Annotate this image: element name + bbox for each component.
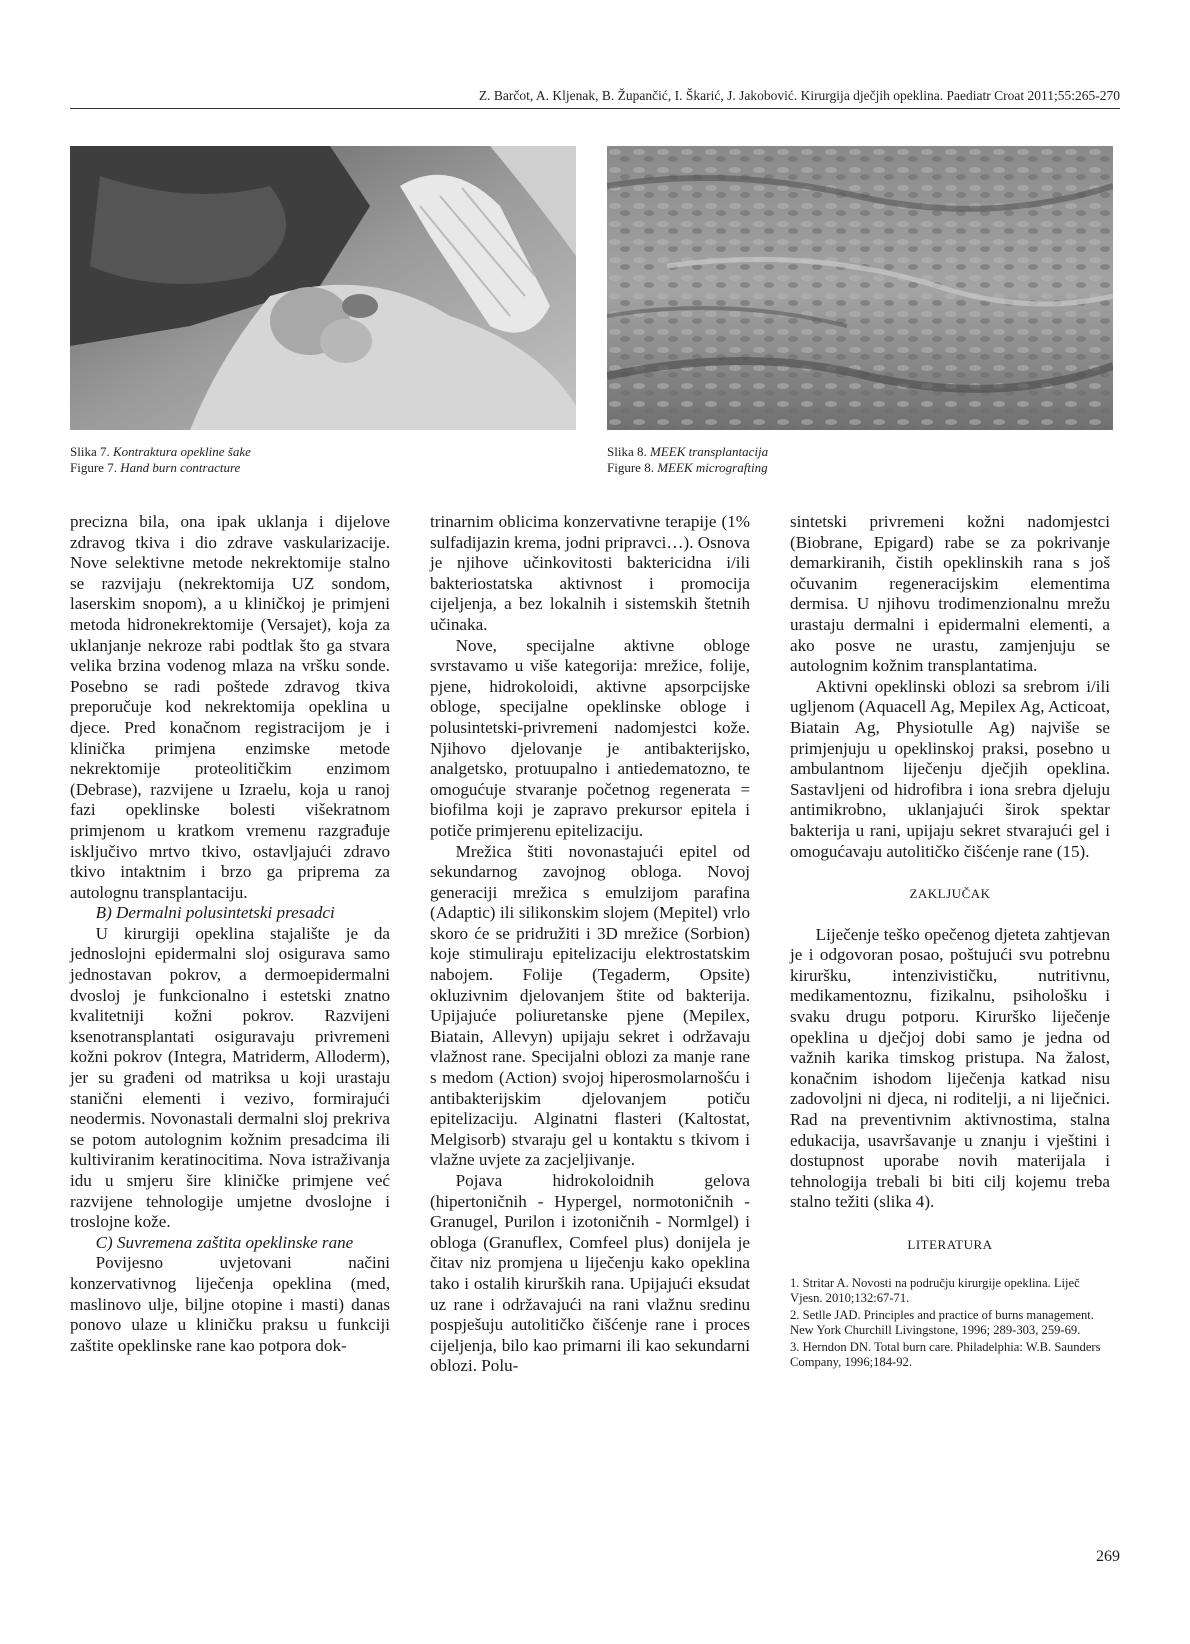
reference-item: 1. Stritar A. Novosti na području kirurgije opeklina. Liječ Vjesn. 2010;132:67-71. (790, 1275, 1080, 1306)
figure-7-label-hr: Slika 7. (70, 444, 113, 459)
paragraph: Aktivni opeklinski oblozi sa srebrom i/ili ugljenom (Aquacell Ag, Mepilex Ag, Acticoat, Biatain Ag, Physiotulle Ag) najviše se primjenjuju u opeklinskoj praksi, posebno u ambulantnom liječenju dječjih opeklina. Sastavljeni od hidrofibra i iona srebra djeluju antimikrobno, uklanjajući širok spektar bakterija u rani, upijaju sekret stvarajući gel i omogućavaju autolitičko čišćenje rane (15). (790, 676, 1110, 861)
paragraph: Liječenje teško opečenog djeteta zahtjevan je i odgovoran posao, poštujući svu potrebnu kiruršku, intenzivističku, nutritivnu, medikamentoznu, fizikalnu, psihološku i svaku drugu potporu. Kirurško liječenje opeklina u dječjoj dobi samo je jedna od važnih karika timskog pristupa. Na žalost, konačnim ishodom liječenja katkad nisu zadovoljni ni djeca, ni roditelji, a ni liječnici. Rad na preventivnim aktivnostima, stalna edukacija, usavršavanje u znanju i vještini i dostupnost uporabe novih materijala i tehnologija trebali bi biti cilj kojemu treba stalno težiti (slika 4). (790, 924, 1110, 1212)
figure-7-caption-hr (70, 444, 251, 460)
figure-8-image (607, 146, 1113, 430)
figure-8-caption-hr (607, 444, 768, 460)
subsection-heading-c: C) Suvremena zaštita opeklinske rane (95, 1232, 354, 1252)
figure-7-image (70, 146, 576, 430)
figure-7-title-hr: Kontraktura opekline šake (112, 444, 251, 459)
figure-8-caption (607, 444, 768, 476)
figure-7-caption-en (70, 460, 251, 476)
paragraph: Mrežica štiti novonastajući epitel od sekundarnog zavojnog obloga. Novoj generaciji mrežica s emulzijom parafina (Adaptic) ili silikonskim slojem (Mepitel) vrlo skoro će se pridružiti i 3D mrežice (Sorbion) koje stimuliraju epitelizaciju elektrostatskim nabojem. Folije (Tegaderm, Opsite) okluzivnim djelovanjem štite od bakterija. Upijajuće poliuretanske pjene (Mepilex, Biatain, Allevyn) upijaju sekret i održavaju vlažnost rane. Specijalni oblozi za manje rane s medom (Action) svojoj hiperosmolarnošću i antibakterijskim djelovanjem potiču epitelizaciju. Alginatni flasteri (Kaltostat, Melgisorb) stvaraju gel u kontaktu s tkivom i vlažne uvjete za zacjeljivanje. (430, 841, 750, 1170)
figure-8-title-hr: MEEK transplantacija (649, 444, 769, 459)
paragraph: Povijesno uvjetovani načini konzervativnog liječenja opeklina (med, maslinovo ulje, biljne otopine i masti) danas ponovo ulaze u kliničku praksu u funkciji zaštite opeklinske rane kao potpora dok- (70, 1253, 390, 1355)
paragraph: Pojava hidrokoloidnih gelova (hipertoničnih - Hypergel, normotoničnih - Granugel, Purilon i izotoničnih - Normlgel) i obloga (Granuflex, Comfeel plus) donijela je čitav niz promjena u liječenju kako opeklina tako i ostalih kirurških rana. Upijajući eksudat uz rane i održavajući na rani vlažnu sredinu pospješuju autolitičko čišćenje rane i proces cijeljenja, bilo kao primarni ili kao sekundarni oblozi. Polu- (430, 1171, 750, 1376)
paragraph: precizna bila, ona ipak uklanja i dijelove zdravog tkiva i dio zdrave vaskularizacije. Nove selektivne metode nekrektomije stalno se razvijaju (nekrektomija UZ sondom, laserskim snopom), a u kliničkoj je primjeni metoda hidronekrektomije (Versajet), koja za uklanjanje nekroze rabi podtlak što ga stvara velika brzina vodenog mlaza na vršku sonde. Posebno se radi poštede zdravog tkiva preporučuje kod nekrektomija opeklina u djece. Pred konačnom registracijom je i klinička primjena enzimske metode nekrektomije proteolitičkim enzimom (Debrase), razvijene u Izraelu, koja u ranoj fazi opeklinske bolesti višekratnom primjenom u kratkom vremenu razgrađuje isključivo mrtvo tkivo, ostavljajući zdravo tkivo intaktnim i brzo ga priprema za autolognu transplantaciju. (70, 512, 390, 902)
page-number: 269 (1096, 1548, 1120, 1565)
figure-7-title-en: Hand burn contracture (120, 460, 241, 475)
figure-8-label-en: Figure 8. (607, 460, 658, 475)
conclusion-heading: ZAKLJUČAK (909, 886, 991, 902)
figure-8-title-en: MEEK micrografting (657, 460, 768, 475)
figure-7-caption (70, 444, 251, 476)
header-rule (70, 108, 1120, 109)
text-column-3 (790, 512, 1110, 1372)
running-head: Z. Barčot, A. Kljenak, B. Župančić, I. Škarić, J. Jakobović. Kirurgija dječjih opeklina. Paediatr Croat 2011;55:265-270 (478, 88, 1120, 103)
reference-item: 3. Herndon DN. Total burn care. Philadelphia: W.B. Saunders Company, 1996;184-92. (790, 1339, 1101, 1370)
paragraph: U kirurgiji opeklina stajalište je da jednoslojni epidermalni sloj osigurava samo jednostavan pokrov, a dermoepidermalni dvosloj je funkcionalno i estetski znatno kvalitetniji kožni pokrov. Razvijeni ksenotransplantati osiguravaju privremeni kožni pokrov (Integra, Matriderm, Alloderm), jer su građeni od matriksa u koji urastaju stanični elementi i vezivo, formirajući neodermis. Novonastali dermalni sloj prekriva se potom autolognim kožnim presadcima ili kultiviranim keratinocitima. Nova istraživanja idu u smjeru šire kliničke primjene već razvijene tehnologije umjetne dvoslojne i troslojne kože. (70, 923, 390, 1232)
text-column-1 (70, 512, 390, 1356)
reference-list (790, 1276, 1110, 1371)
paragraph: sintetski privremeni kožni nadomjestci (Biobrane, Epigard) rabe se za pokrivanje demarkiranih, čistih opeklinskih rana s još očuvanim regeneracijskim elementima dermisa. U njihovu trodimenzionalnu mrežu urastaju dermalni i epidermalni elementi, a ako posve ne urastu, zamjenjuju se autolognim kožnim transplantatima. (790, 512, 1110, 676)
reference-item: 2. Setlle JAD. Principles and practice of burns management. New York Churchill Livingstone, 1996; 289-303, 259-69. (790, 1307, 1094, 1338)
figure-7-label-en: Figure 7. (70, 460, 121, 475)
paragraph: trinarnim oblicima konzervativne terapije (1% sulfadijazin krema, jodni pripravci…). Osnova je njihove učinkovitosti baktericidna i/ili bakteriostatska aktivnost i promocija cijeljenja, a bez lokalnih i sistemskih štetnih učinaka. (430, 512, 750, 634)
figure-8-caption-en (607, 460, 768, 476)
paragraph: Nove, specijalne aktivne obloge svrstavamo u više kategorija: mrežice, folije, pjene, hidrokoloidi, aktivne apsorpcijske obloge, specijalne opeklinske obloge i polusintetski-privremeni nadomjestci kože. Njihovo djelovanje je antibakterijsko, analgetsko, protuupalno i antiedematozno, te omogućuje stvaranje početnog regenerata = biofilma koji je zapravo prekursor epitela i potiče primjerenu epitelizaciju. (430, 635, 750, 840)
text-column-2 (430, 512, 750, 1377)
figure-8-label-hr: Slika 8. (607, 444, 650, 459)
references-heading: LITERATURA (907, 1237, 993, 1252)
subsection-heading-b: B) Dermalni polusintetski presadci (95, 903, 335, 923)
